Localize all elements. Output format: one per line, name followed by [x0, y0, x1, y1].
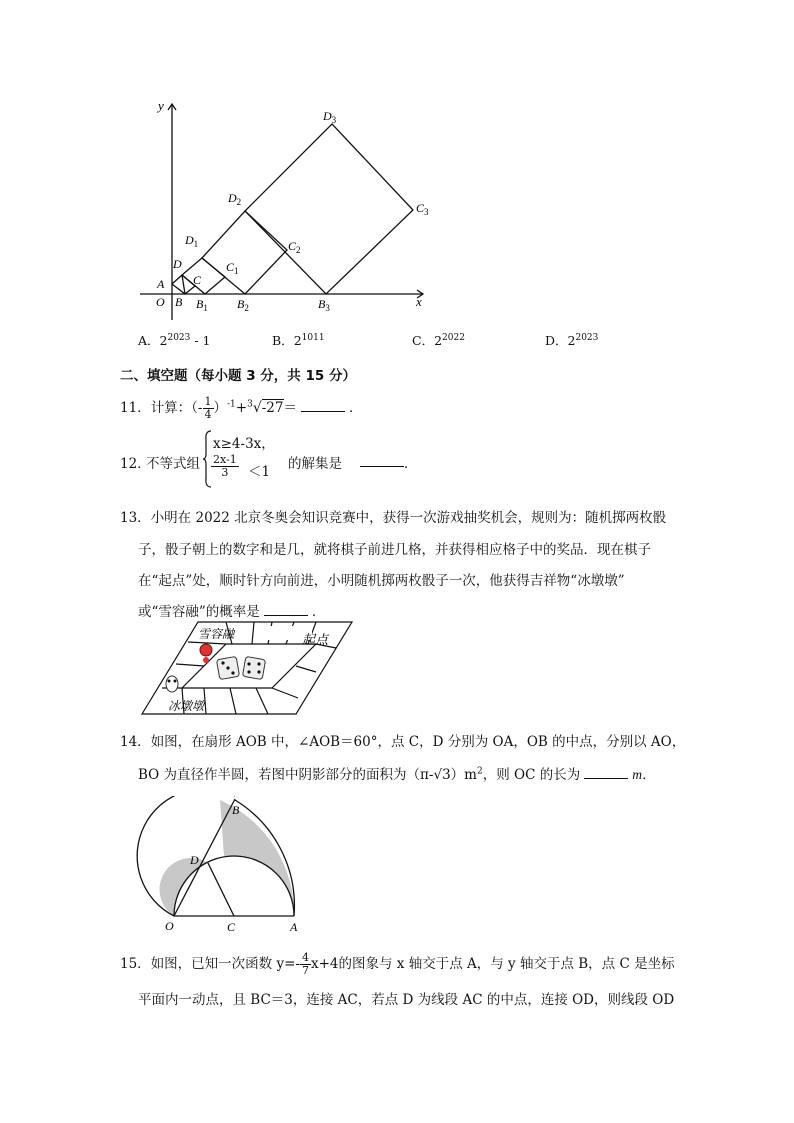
question-14-line-2: BO 为直径作半圆，若图中阴影部分的面积为$(\pi-√3)m^2$，则 OC 的长为 m．: [138, 766, 656, 783]
question-13-line-1: 13．小明在 2022 北京冬奥会知识竞赛中，获得一次游戏抽奖机会，规则为：随机掷两枚骰: [120, 510, 667, 526]
label-D: D: [190, 853, 199, 867]
label-B: B: [232, 803, 240, 817]
start-label: 起点: [302, 632, 329, 647]
question-15-line-1: 15．如图，已知一次函数 y=- $\frac{4}{7}$ x+4的图象与 x 轴交于点 A，与 y 轴交于点 B，点 C 是坐标: [120, 951, 675, 977]
question-14-line-1: 14．如图，在扇形 AOB 中，∠AOB＝60°，点 C，D 分别为 OA，OB 的中点，分别以 AO，: [120, 734, 686, 750]
label-B3: $B_3$: [318, 297, 330, 313]
label-O: O: [165, 919, 174, 933]
label-O: O: [156, 295, 165, 309]
sector-figure: [136, 796, 306, 936]
option-b[interactable]: B．$2^{1011}$: [272, 332, 325, 348]
square-1: [182, 258, 225, 294]
answer-blank-14[interactable]: [584, 766, 628, 779]
option-a[interactable]: A．$2^{2023} - 1$: [138, 332, 211, 348]
label-x: x: [416, 294, 422, 309]
bing-label: 冰墩墩: [168, 699, 205, 713]
square-2: [202, 211, 287, 294]
label-C3: $C_3$: [416, 201, 429, 217]
label-A: A: [290, 920, 298, 934]
answer-blank-11[interactable]: [301, 399, 345, 412]
question-13-line-4: 或“雪容融”的概率是 ．: [138, 604, 326, 620]
label-C: C: [193, 273, 202, 287]
label-B1: $B_1$: [196, 297, 208, 313]
question-15-line-2: 平面内一动点，且 BC＝3，连接 AC，若点 D 为线段 AC 的中点，连接 OD，则线段 OD: [138, 992, 675, 1008]
snow-label: 雪容融: [198, 627, 235, 641]
snow-mascot-icon: [200, 644, 212, 656]
question-11: 11．计算：（- $\frac{1}{4}$ ）$^{-1}$+$^3$√-27＝ ．: [120, 395, 363, 421]
label-D3: $D_3$: [323, 109, 337, 125]
answer-blank-13[interactable]: [264, 603, 308, 616]
label-D1: $D_1$: [185, 233, 199, 249]
label-A: A: [157, 277, 165, 291]
nested-squares-figure: [140, 98, 440, 323]
answer-blank-12[interactable]: [360, 454, 404, 467]
game-board-figure: [140, 620, 354, 716]
option-c[interactable]: C．$2^{2022}$: [412, 332, 465, 348]
label-C: C: [227, 920, 236, 934]
label-y: y: [158, 98, 164, 113]
label-B2: $B_2$: [237, 297, 249, 313]
label-D: D: [173, 257, 182, 271]
question-13-line-2: 子，骰子朝上的数字和是几，就将棋子前进几格，并获得相应格子中的奖品．现在棋子: [138, 542, 651, 558]
option-d[interactable]: D．$2^{2023}$: [545, 332, 599, 348]
label-C1: $C_1$: [226, 260, 239, 276]
question-13-line-3: 在“起点”处，顺时针方向前进，小明随机掷两枚骰子一次，他获得吉祥物“冰墩墩”: [138, 573, 625, 589]
panda-mascot-icon: [166, 676, 178, 692]
section-title: 二、填空题（每小题 3 分，共 15 分）: [120, 368, 356, 384]
label-B: B: [175, 295, 183, 309]
label-C2: $C_2$: [288, 239, 301, 255]
label-D2: $D_2$: [228, 191, 242, 207]
